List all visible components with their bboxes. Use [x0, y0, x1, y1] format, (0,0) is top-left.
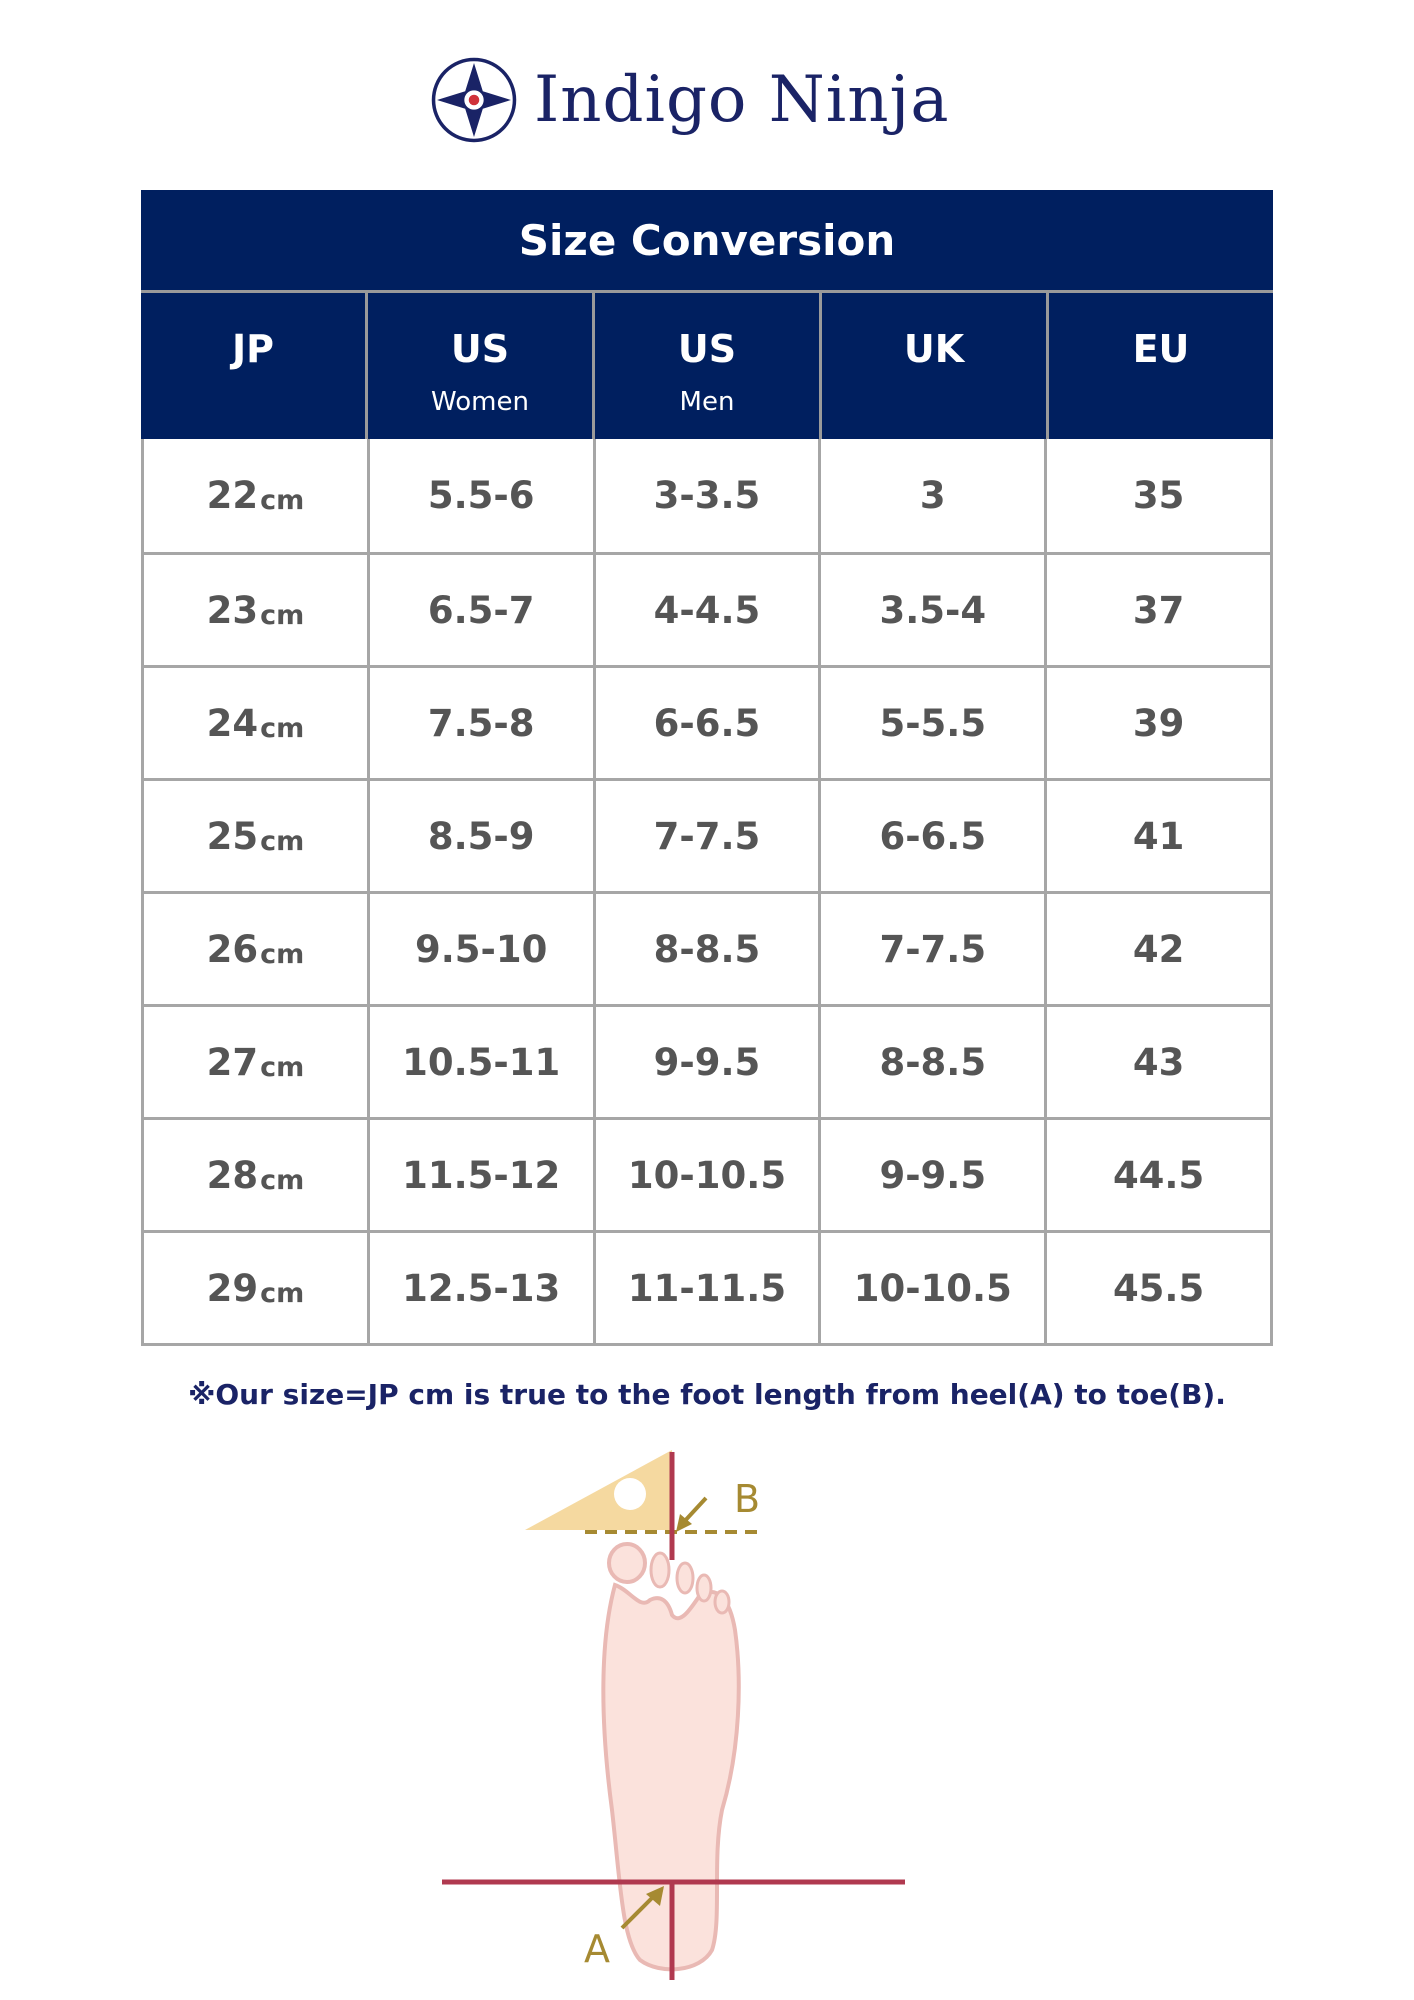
cell-us-men: 9-9.5 [596, 1007, 822, 1117]
header-label: US [677, 327, 737, 371]
cell-uk: 10-10.5 [821, 1233, 1047, 1343]
cell-jp: 26 cm [144, 894, 370, 1004]
header-label: UK [903, 327, 965, 371]
brand-name: Indigo Ninja [534, 63, 950, 137]
cell-eu: 45.5 [1112, 1266, 1205, 1310]
cell-us-men: 3-3.5 [596, 439, 822, 552]
header-eu [1049, 293, 1273, 439]
table-row [144, 1004, 1270, 1117]
header-uk [822, 293, 1049, 439]
size-conversion-table [141, 190, 1273, 1346]
cell-us-men: 7-7.5 [596, 781, 822, 891]
table-row [144, 665, 1270, 778]
cell-eu: 37 [1132, 588, 1185, 632]
cell-eu: 39 [1132, 701, 1185, 745]
foot-measurement-diagram [0, 1420, 1414, 1980]
cell-uk: 8-8.5 [821, 1007, 1047, 1117]
table-row [144, 891, 1270, 1004]
cell-uk: 3.5-4 [821, 555, 1047, 665]
cell-us-men: 8-8.5 [596, 894, 822, 1004]
table-title: Size Conversion [141, 190, 1273, 290]
header-label: JP [232, 327, 274, 371]
cell-jp: 29 cm [144, 1233, 370, 1343]
table-row [144, 1117, 1270, 1230]
cell-jp: 28 cm [144, 1120, 370, 1230]
header-sublabel: Women [431, 387, 529, 417]
size-note: ※Our size=JP cm is true to the foot length from heel(A) to toe(B). [188, 1378, 1226, 1411]
cell-us-men: 6-6.5 [596, 668, 822, 778]
cell-us-women: 11.5-12 [370, 1120, 596, 1230]
header-jp [141, 293, 368, 439]
cell-uk: 5-5.5 [821, 668, 1047, 778]
cell-jp: 23 cm [144, 555, 370, 665]
label-a: A [584, 1927, 610, 1971]
cell-uk: 6-6.5 [821, 781, 1047, 891]
cell-us-women: 7.5-8 [370, 668, 596, 778]
cell-jp: 27 cm [144, 1007, 370, 1117]
table-header-row [141, 290, 1273, 439]
cell-eu: 42 [1132, 927, 1185, 971]
cell-us-women: 10.5-11 [370, 1007, 596, 1117]
table-body [141, 439, 1273, 1346]
cell-us-men: 10-10.5 [596, 1120, 822, 1230]
cell-us-women: 9.5-10 [370, 894, 596, 1004]
cell-uk: 3 [821, 439, 1047, 552]
header-sublabel: Men [679, 387, 735, 417]
table-row [144, 778, 1270, 891]
cell-eu: 35 [1132, 474, 1185, 517]
triangle-ruler [525, 1450, 672, 1530]
header-label: EU [1132, 327, 1190, 371]
cell-us-women: 8.5-9 [370, 781, 596, 891]
header-us-women [368, 293, 595, 439]
table-row [144, 1230, 1270, 1343]
cell-eu: 44.5 [1112, 1153, 1205, 1197]
cell-jp: 24 cm [144, 668, 370, 778]
cell-us-women: 6.5-7 [370, 555, 596, 665]
brand-logo [430, 50, 949, 150]
cell-us-women: 12.5-13 [370, 1233, 596, 1343]
cell-eu: 43 [1132, 1040, 1185, 1084]
table-row [144, 552, 1270, 665]
cell-jp: 25 cm [144, 781, 370, 891]
table-row [144, 439, 1270, 552]
cell-us-women: 5.5-6 [370, 439, 596, 552]
header-label: US [450, 327, 510, 371]
cell-us-men: 11-11.5 [596, 1233, 822, 1343]
header-us-men [595, 293, 822, 439]
cell-us-men: 4-4.5 [596, 555, 822, 665]
cell-uk: 7-7.5 [821, 894, 1047, 1004]
ruler-hole [614, 1478, 646, 1510]
cell-eu: 41 [1132, 814, 1185, 858]
ninja-star-icon [430, 56, 518, 144]
label-b: B [734, 1477, 761, 1521]
cell-jp: 22 cm [144, 439, 370, 552]
cell-uk: 9-9.5 [821, 1120, 1047, 1230]
